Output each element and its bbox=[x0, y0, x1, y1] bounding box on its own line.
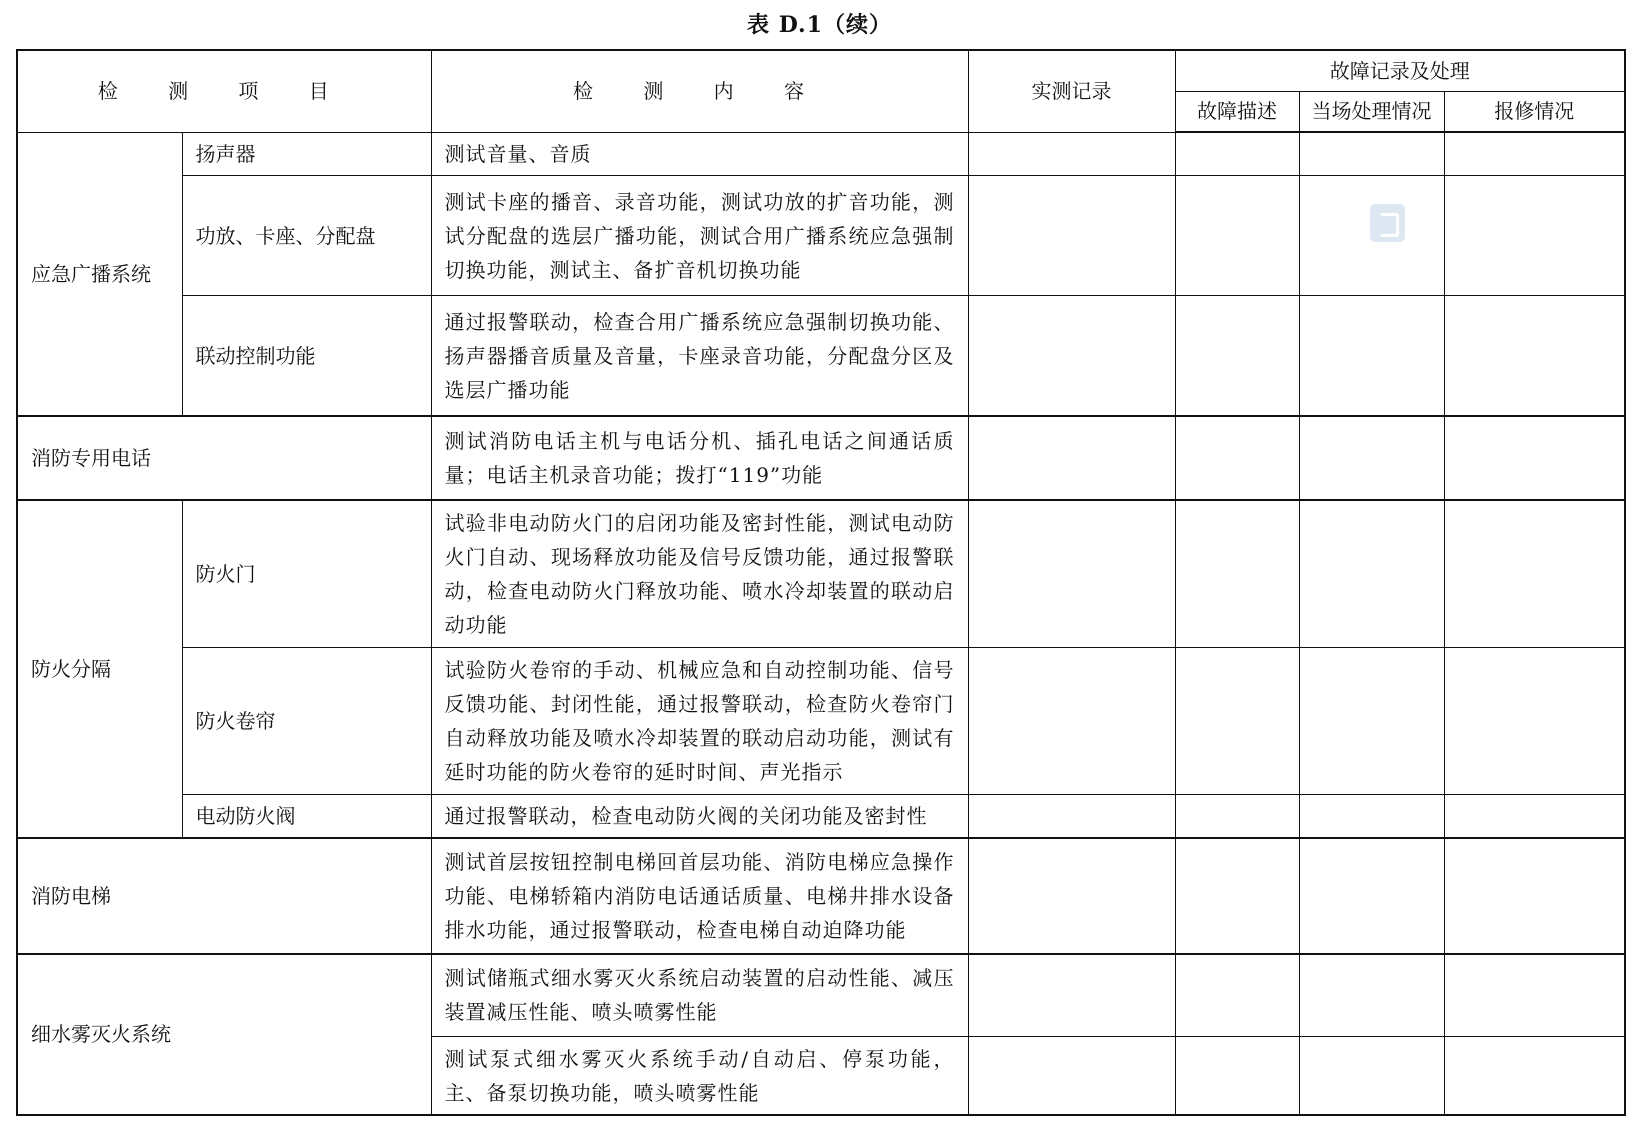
item-label: 联动控制功能 bbox=[182, 296, 431, 416]
onsite-cell bbox=[1299, 132, 1444, 176]
item-content: 测试消防电话主机与电话分机、插孔电话之间通话质量；电话主机录音功能；拨打“119”功能 bbox=[431, 416, 968, 500]
table-row bbox=[17, 416, 1625, 500]
record-cell bbox=[968, 296, 1175, 416]
item-label: 功放、卡座、分配盘 bbox=[182, 176, 431, 296]
item-content: 试验防火卷帘的手动、机械应急和自动控制功能、信号反馈功能、封闭性能，通过报警联动，检查防火卷帘门自动释放功能及喷水冷却装置的联动启动功能，测试有延时功能的防火卷帘的延时时间、声光指示 bbox=[431, 648, 968, 795]
header-fault-group: 故障记录及处理 bbox=[1175, 50, 1625, 91]
item-label: 扬声器 bbox=[182, 132, 431, 176]
table-row bbox=[17, 132, 1625, 176]
group-label: 应急广播系统 bbox=[17, 132, 182, 416]
record-cell bbox=[968, 648, 1175, 795]
header-onsite: 当场处理情况 bbox=[1299, 91, 1444, 132]
onsite-cell bbox=[1299, 500, 1444, 647]
item-content: 试验非电动防火门的启闭功能及密封性能，测试电动防火门自动、现场释放功能及信号反馈功能，通过报警联动，检查电动防火门释放功能、喷水冷却装置的联动启动功能 bbox=[431, 500, 968, 647]
table-row bbox=[17, 500, 1625, 647]
repair-cell bbox=[1444, 296, 1625, 416]
item-content: 通过报警联动，检查电动防火阀的关闭功能及密封性 bbox=[431, 794, 968, 838]
record-cell bbox=[968, 954, 1175, 1037]
onsite-cell bbox=[1299, 1037, 1444, 1115]
onsite-cell bbox=[1299, 838, 1444, 953]
fault-desc-cell bbox=[1175, 416, 1299, 500]
header-item: 检 测 项 目 bbox=[17, 50, 431, 132]
item-label: 防火卷帘 bbox=[182, 648, 431, 795]
repair-cell bbox=[1444, 500, 1625, 647]
table-row bbox=[17, 648, 1625, 795]
record-cell bbox=[968, 794, 1175, 838]
fault-desc-cell bbox=[1175, 296, 1299, 416]
fault-desc-cell bbox=[1175, 500, 1299, 647]
item-content: 测试音量、音质 bbox=[431, 132, 968, 176]
table-row bbox=[17, 954, 1625, 1037]
onsite-cell bbox=[1299, 954, 1444, 1037]
header-fault-desc: 故障描述 bbox=[1175, 91, 1299, 132]
repair-cell bbox=[1444, 648, 1625, 795]
record-cell bbox=[968, 176, 1175, 296]
item-label: 消防专用电话 bbox=[17, 416, 431, 500]
repair-cell bbox=[1444, 176, 1625, 296]
repair-cell bbox=[1444, 794, 1625, 838]
repair-cell bbox=[1444, 132, 1625, 176]
item-content: 通过报警联动，检查合用广播系统应急强制切换功能、扬声器播音质量及音量，卡座录音功能，分配盘分区及选层广播功能 bbox=[431, 296, 968, 416]
record-cell bbox=[968, 416, 1175, 500]
header-record: 实测记录 bbox=[968, 50, 1175, 132]
item-content: 测试泵式细水雾灭火系统手动/自动启、停泵功能，主、备泵切换功能，喷头喷雾性能 bbox=[431, 1037, 968, 1115]
fault-desc-cell bbox=[1175, 1037, 1299, 1115]
fault-desc-cell bbox=[1175, 132, 1299, 176]
header-content: 检 测 内 容 bbox=[431, 50, 968, 132]
record-cell bbox=[968, 500, 1175, 647]
repair-cell bbox=[1444, 1037, 1625, 1115]
item-label: 防火门 bbox=[182, 500, 431, 647]
item-content: 测试卡座的播音、录音功能，测试功放的扩音功能，测试分配盘的选层广播功能，测试合用广播系统应急强制切换功能，测试主、备扩音机切换功能 bbox=[431, 176, 968, 296]
fault-desc-cell bbox=[1175, 794, 1299, 838]
item-content: 测试储瓶式细水雾灭火系统启动装置的启动性能、减压装置减压性能、喷头喷雾性能 bbox=[431, 954, 968, 1037]
record-cell bbox=[968, 132, 1175, 176]
onsite-cell bbox=[1299, 416, 1444, 500]
fault-desc-cell bbox=[1175, 838, 1299, 953]
fault-desc-cell bbox=[1175, 176, 1299, 296]
watermark-icon bbox=[1370, 204, 1405, 242]
onsite-cell bbox=[1299, 648, 1444, 795]
table-row bbox=[17, 794, 1625, 838]
table-row bbox=[17, 838, 1625, 953]
fault-desc-cell bbox=[1175, 648, 1299, 795]
group-label: 防火分隔 bbox=[17, 500, 182, 838]
fault-desc-cell bbox=[1175, 954, 1299, 1037]
item-label: 细水雾灭火系统 bbox=[17, 954, 431, 1115]
repair-cell bbox=[1444, 954, 1625, 1037]
onsite-cell bbox=[1299, 296, 1444, 416]
item-label: 电动防火阀 bbox=[182, 794, 431, 838]
onsite-cell bbox=[1299, 794, 1444, 838]
table-caption: 表 D.1（续） bbox=[747, 12, 892, 38]
item-content: 测试首层按钮控制电梯回首层功能、消防电梯应急操作功能、电梯轿箱内消防电话通话质量、电梯井排水设备排水功能，通过报警联动，检查电梯自动迫降功能 bbox=[431, 838, 968, 953]
item-label: 消防电梯 bbox=[17, 838, 431, 953]
repair-cell bbox=[1444, 838, 1625, 953]
table-row bbox=[17, 296, 1625, 416]
header-repair: 报修情况 bbox=[1444, 91, 1625, 132]
record-cell bbox=[968, 1037, 1175, 1115]
record-cell bbox=[968, 838, 1175, 953]
repair-cell bbox=[1444, 416, 1625, 500]
